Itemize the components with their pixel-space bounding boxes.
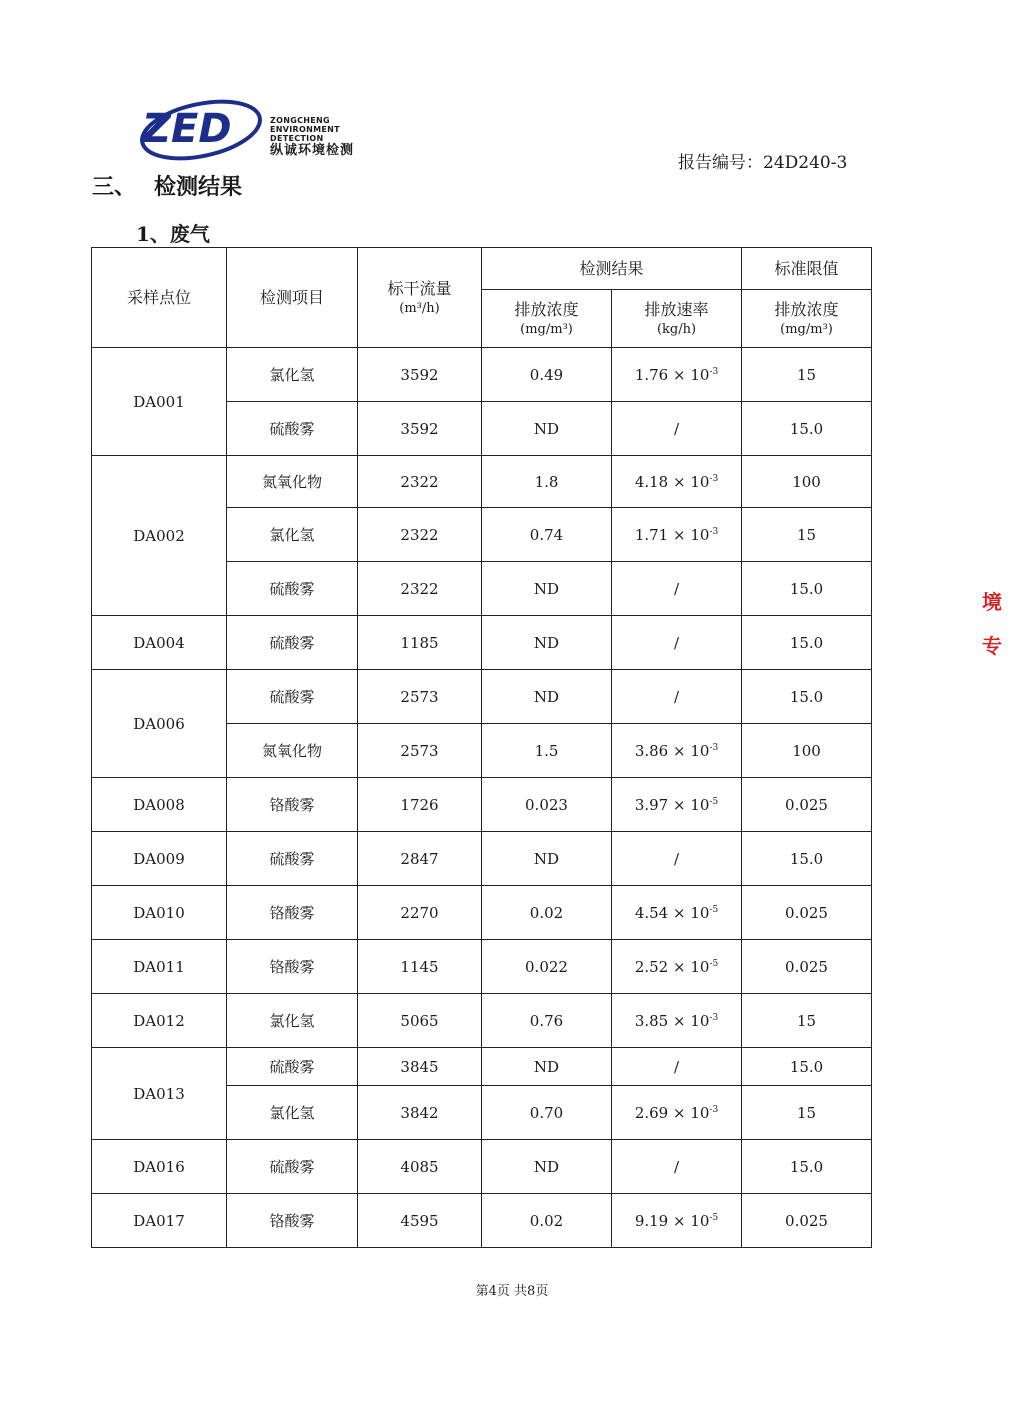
cell-flow: 2573: [358, 670, 482, 724]
cell-limit: 15.0: [742, 402, 872, 456]
header-limit-concentration: 排放浓度 (mg/m³): [742, 290, 872, 348]
cell-rate: [612, 670, 742, 724]
cell-concentration: 0.02: [482, 886, 612, 940]
rate-mantissa: 2.52 × 10: [634, 957, 710, 976]
cell-flow: 4595: [358, 1194, 482, 1248]
table-row: [92, 940, 872, 994]
table-row: [92, 670, 872, 724]
table-row: [92, 348, 872, 402]
rate-mantissa: 4.18 × 10: [634, 472, 710, 491]
rate-exponent: -3: [709, 1104, 719, 1115]
cell-sampling-point: DA004: [92, 616, 227, 670]
rate-mantissa: 1.71 × 10: [634, 525, 710, 544]
cell-rate: [612, 1086, 742, 1140]
cell-limit: 100: [742, 724, 872, 778]
cell-test-item: 硫酸雾: [227, 402, 358, 456]
cell-flow: 2573: [358, 724, 482, 778]
rate-mantissa: /: [673, 1157, 680, 1176]
logo-text: [270, 116, 396, 159]
section-number: 三、: [92, 174, 137, 200]
rate-mantissa: /: [673, 687, 680, 706]
cell-sampling-point: DA011: [92, 940, 227, 994]
cell-concentration: ND: [482, 1048, 612, 1086]
section-title: 检测结果: [154, 174, 243, 200]
cell-limit: 15.0: [742, 616, 872, 670]
cell-test-item: 氯化氢: [227, 994, 358, 1048]
cell-test-item: 硫酸雾: [227, 1140, 358, 1194]
cell-limit: 15.0: [742, 1140, 872, 1194]
cell-concentration: ND: [482, 562, 612, 616]
rate-exponent: -3: [709, 742, 719, 753]
cell-flow: 2847: [358, 832, 482, 886]
rate-exponent: -3: [709, 1012, 719, 1023]
cell-rate: [612, 616, 742, 670]
header-flow-unit: (m³/h): [399, 300, 440, 316]
cell-flow: 3592: [358, 402, 482, 456]
header-concentration: 排放浓度 (mg/m³): [482, 290, 612, 348]
cell-test-item: 氮氧化物: [227, 456, 358, 508]
cell-test-item: 硫酸雾: [227, 832, 358, 886]
logo-mark: ZED: [142, 106, 232, 152]
cell-concentration: 1.5: [482, 724, 612, 778]
cell-flow: 1145: [358, 940, 482, 994]
table-row: [92, 1194, 872, 1248]
cell-rate: [612, 456, 742, 508]
table-row: [92, 832, 872, 886]
cell-test-item: 铬酸雾: [227, 778, 358, 832]
cell-limit: 15.0: [742, 670, 872, 724]
official-stamp: 境 专: [982, 590, 1002, 658]
cell-sampling-point: DA013: [92, 1048, 227, 1140]
table-row: [92, 1048, 872, 1086]
cell-test-item: 硫酸雾: [227, 616, 358, 670]
rate-mantissa: /: [673, 579, 680, 598]
cell-concentration: 0.74: [482, 508, 612, 562]
cell-rate: [612, 724, 742, 778]
cell-rate: [612, 1140, 742, 1194]
rate-mantissa: 3.85 × 10: [634, 1011, 710, 1030]
cell-limit: 0.025: [742, 1194, 872, 1248]
cell-sampling-point: DA017: [92, 1194, 227, 1248]
subsection-heading: 1、废气: [136, 222, 210, 246]
cell-concentration: ND: [482, 832, 612, 886]
cell-sampling-point: DA010: [92, 886, 227, 940]
cell-rate: [612, 348, 742, 402]
cell-limit: 15.0: [742, 832, 872, 886]
orbit-logo-icon: [136, 92, 266, 168]
cell-flow: 2322: [358, 508, 482, 562]
cell-flow: 3845: [358, 1048, 482, 1086]
cell-sampling-point: DA006: [92, 670, 227, 778]
rate-exponent: -3: [709, 473, 719, 484]
rate-exponent: -5: [709, 1212, 719, 1223]
table-row: [92, 1140, 872, 1194]
table-row: [92, 886, 872, 940]
report-number-label: 报告编号：: [678, 153, 763, 173]
cell-flow: 1726: [358, 778, 482, 832]
rate-mantissa: 3.86 × 10: [634, 741, 710, 760]
cell-rate: [612, 832, 742, 886]
rate-mantissa: /: [673, 633, 680, 652]
rate-mantissa: /: [673, 419, 680, 438]
header-rate: 排放速率 (kg/h): [612, 290, 742, 348]
cell-limit: 15: [742, 1086, 872, 1140]
cell-test-item: 硫酸雾: [227, 670, 358, 724]
table-row: [92, 994, 872, 1048]
cell-limit: 15: [742, 348, 872, 402]
section-heading: [92, 170, 242, 201]
cell-concentration: 0.70: [482, 1086, 612, 1140]
page-footer: 第4页 共8页: [475, 1284, 549, 1299]
cell-test-item: 铬酸雾: [227, 940, 358, 994]
cell-test-item: 铬酸雾: [227, 1194, 358, 1248]
rate-exponent: -5: [709, 958, 719, 969]
cell-sampling-point: DA016: [92, 1140, 227, 1194]
rate-exponent: -5: [709, 796, 719, 807]
header-limits: 标准限值: [742, 248, 872, 290]
cell-rate: [612, 940, 742, 994]
cell-limit: 0.025: [742, 778, 872, 832]
cell-limit: 15.0: [742, 1048, 872, 1086]
cell-sampling-point: DA002: [92, 456, 227, 616]
rate-exponent: -3: [709, 366, 719, 377]
cell-flow: 4085: [358, 1140, 482, 1194]
rate-mantissa: 9.19 × 10: [634, 1211, 710, 1230]
cell-rate: [612, 1048, 742, 1086]
company-logo: [136, 92, 396, 168]
cell-test-item: 氯化氢: [227, 348, 358, 402]
report-number-value: 24D240-3: [763, 153, 848, 173]
results-table: [91, 247, 872, 1248]
cell-flow: 5065: [358, 994, 482, 1048]
cell-limit: 15.0: [742, 562, 872, 616]
rate-mantissa: 4.54 × 10: [634, 903, 710, 922]
cell-limit: 15: [742, 994, 872, 1048]
table-row: [92, 456, 872, 508]
cell-flow: 3592: [358, 348, 482, 402]
cell-test-item: 铬酸雾: [227, 886, 358, 940]
cell-rate: [612, 778, 742, 832]
header-flow: [358, 248, 482, 348]
table-row: [92, 616, 872, 670]
cell-concentration: 0.02: [482, 1194, 612, 1248]
rate-mantissa: 3.97 × 10: [634, 795, 710, 814]
rate-exponent: -3: [709, 526, 719, 537]
cell-concentration: ND: [482, 616, 612, 670]
header-sampling-point: 采样点位: [92, 248, 227, 348]
cell-limit: 0.025: [742, 886, 872, 940]
report-number: [678, 148, 847, 173]
cell-sampling-point: DA009: [92, 832, 227, 886]
cell-concentration: 0.49: [482, 348, 612, 402]
cell-rate: [612, 994, 742, 1048]
cell-concentration: ND: [482, 1140, 612, 1194]
cell-flow: 3842: [358, 1086, 482, 1140]
header-test-item: 检测项目: [227, 248, 358, 348]
cell-limit: 0.025: [742, 940, 872, 994]
table-body: [92, 348, 872, 1248]
cell-flow: 2322: [358, 456, 482, 508]
cell-test-item: 氮氧化物: [227, 724, 358, 778]
rate-mantissa: /: [673, 849, 680, 868]
cell-sampling-point: DA008: [92, 778, 227, 832]
cell-flow: 1185: [358, 616, 482, 670]
cell-rate: [612, 1194, 742, 1248]
rate-mantissa: 2.69 × 10: [634, 1103, 710, 1122]
cell-rate: [612, 402, 742, 456]
cell-limit: 15: [742, 508, 872, 562]
cell-sampling-point: DA001: [92, 348, 227, 456]
rate-mantissa: /: [673, 1057, 680, 1076]
header-flow-label: 标干流量: [387, 278, 452, 298]
cell-test-item: 氯化氢: [227, 508, 358, 562]
cell-flow: 2270: [358, 886, 482, 940]
logo-company-cn: 纵诚环境检测: [270, 143, 355, 158]
table-row: [92, 778, 872, 832]
cell-limit: 100: [742, 456, 872, 508]
logo-company-en-2: ENVIRONMENT DETECTION: [270, 125, 340, 143]
cell-concentration: ND: [482, 670, 612, 724]
cell-test-item: 硫酸雾: [227, 562, 358, 616]
cell-concentration: 1.8: [482, 456, 612, 508]
rate-exponent: -5: [709, 904, 719, 915]
cell-test-item: 硫酸雾: [227, 1048, 358, 1086]
cell-rate: [612, 886, 742, 940]
cell-concentration: 0.023: [482, 778, 612, 832]
rate-mantissa: 1.76 × 10: [634, 365, 710, 384]
cell-concentration: 0.76: [482, 994, 612, 1048]
cell-rate: [612, 562, 742, 616]
logo-company-en-1: ZONGCHENG: [270, 116, 330, 125]
cell-test-item: 氯化氢: [227, 1086, 358, 1140]
cell-concentration: 0.022: [482, 940, 612, 994]
cell-concentration: ND: [482, 402, 612, 456]
cell-sampling-point: DA012: [92, 994, 227, 1048]
cell-flow: 2322: [358, 562, 482, 616]
cell-rate: [612, 508, 742, 562]
header-results: 检测结果: [482, 248, 742, 290]
